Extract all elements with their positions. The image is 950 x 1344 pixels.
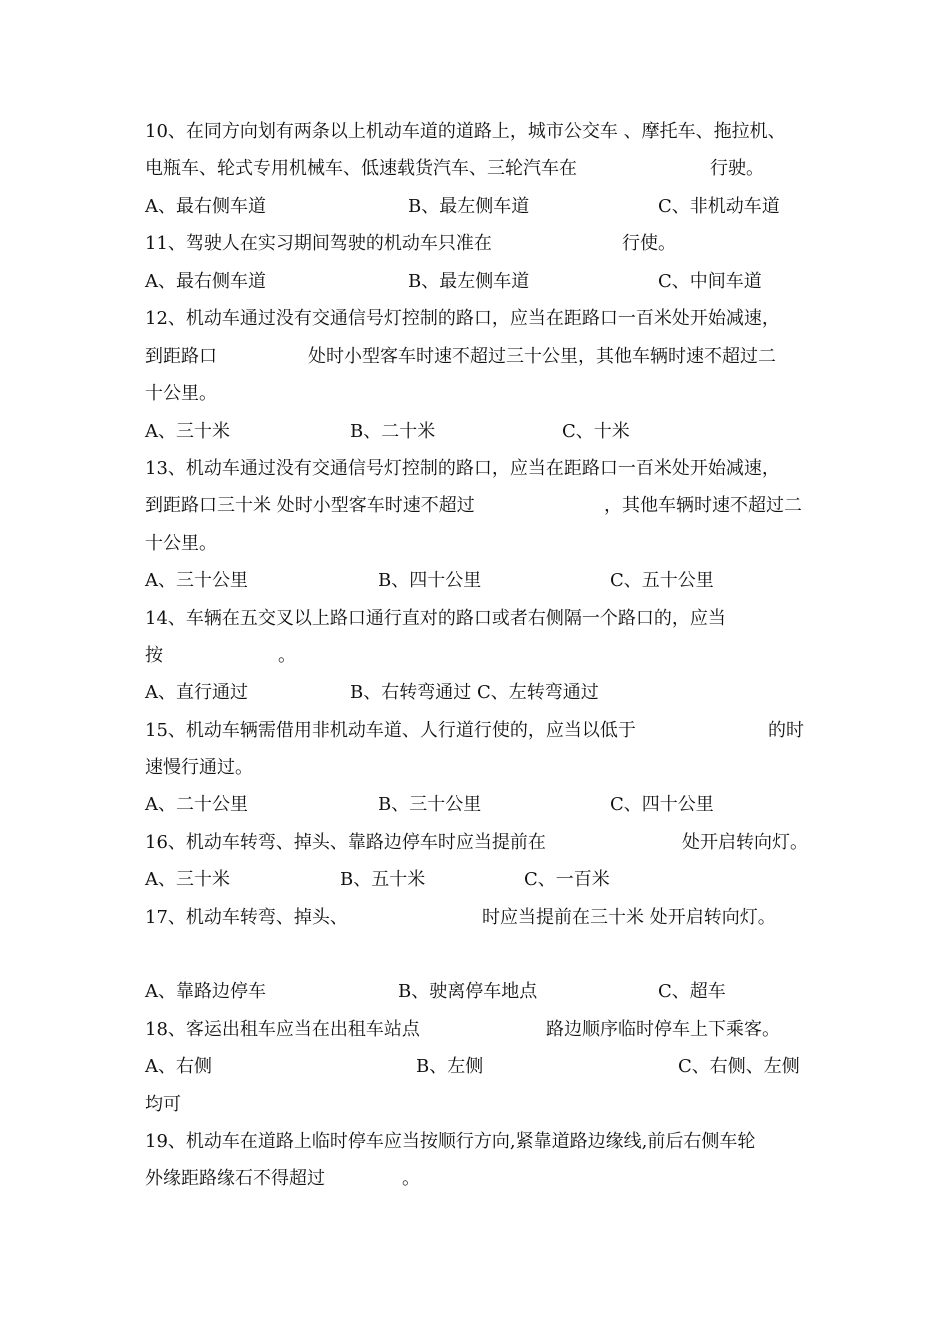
question-13-line-1: 13、机动车通过没有交通信号灯控制的路口，应当在距路口一百米处开始减速， — [145, 458, 780, 479]
question-16-option-a: A、三十米 — [145, 869, 230, 890]
question-10-option-a: A、最右侧车道 — [145, 196, 266, 217]
question-11-option-b: B、最左侧车道 — [408, 271, 530, 292]
question-18-option-c-continued: 均可 — [145, 1094, 181, 1115]
question-18-option-b: B、左侧 — [416, 1056, 484, 1077]
question-16-option-b: B、五十米 — [340, 869, 426, 890]
question-10-line-1: 10、在同方向划有两条以上机动车道的道路上，城市公交车 、摩托车、拖拉机、 — [145, 121, 786, 142]
question-18-option-a: A、右侧 — [145, 1056, 212, 1077]
question-15-line-1: 15、机动车辆需借用非机动车道、人行道行使的，应当以低于 — [145, 720, 636, 741]
question-17-line-1: 17、机动车转弯、掉头、 — [145, 907, 348, 928]
question-19-line-2: 外缘距路缘石不得超过 — [145, 1168, 325, 1189]
question-14-option-c: C、左转弯通过 — [477, 682, 599, 703]
question-17-line-1-tail: 时应当提前在三十米 处开启转向灯。 — [482, 907, 776, 928]
question-10-line-2: 电瓶车、轮式专用机械车、低速载货汽车、三轮汽车在 — [145, 158, 577, 179]
question-13-option-c: C、五十公里 — [610, 570, 714, 591]
question-14-line-1: 14、车辆在五交叉以上路口通行直对的路口或者右侧隔一个路口的，应当 — [145, 608, 726, 629]
question-12-option-a: A、三十米 — [145, 421, 230, 442]
question-16-line-1: 16、机动车转弯、掉头、靠路边停车时应当提前在 — [145, 832, 546, 853]
question-19-line-1: 19、机动车在道路上临时停车应当按顺行方向,紧靠道路边缘线,前后右侧车轮 — [145, 1131, 756, 1152]
question-12-option-c: C、十米 — [562, 421, 630, 442]
question-13-option-a: A、三十公里 — [145, 570, 248, 591]
question-13-line-2-tail: ，其他车辆时速不超过二 — [604, 495, 802, 516]
question-11-option-c: C、中间车道 — [658, 271, 762, 292]
question-11-line-1-tail: 行使。 — [622, 233, 676, 254]
question-13-line-2: 到距路口三十米 处时小型客车时速不超过 — [145, 495, 475, 516]
question-12-line-2-tail: 处时小型客车时速不超过三十公里，其他车辆时速不超过二 — [308, 346, 776, 367]
question-16-option-c: C、一百米 — [524, 869, 610, 890]
question-18-line-1-tail: 路边顺序临时停车上下乘客。 — [546, 1019, 780, 1040]
question-15-option-b: B、三十公里 — [378, 794, 482, 815]
question-12-line-2: 到距路口 — [145, 346, 217, 367]
question-12-line-3: 十公里。 — [145, 383, 217, 404]
question-10-option-c: C、非机动车道 — [658, 196, 780, 217]
question-15-line-2: 速慢行通过。 — [145, 757, 253, 778]
question-12-line-1: 12、机动车通过没有交通信号灯控制的路口，应当在距路口一百米处开始减速， — [145, 308, 780, 329]
question-17-option-b: B、驶离停车地点 — [398, 981, 538, 1002]
question-10-line-2-tail: 行驶。 — [710, 158, 764, 179]
question-17-option-a: A、靠路边停车 — [145, 981, 266, 1002]
question-11-line-1: 11、驾驶人在实习期间驾驶的机动车只准在 — [145, 233, 492, 254]
question-10-option-b: B、最左侧车道 — [408, 196, 530, 217]
question-15-line-1-tail: 的时 — [768, 720, 804, 741]
question-11-option-a: A、最右侧车道 — [145, 271, 266, 292]
question-15-option-a: A、二十公里 — [145, 794, 248, 815]
question-17-option-c: C、超车 — [658, 981, 726, 1002]
question-14-option-a: A、直行通过 — [145, 682, 248, 703]
question-15-option-c: C、四十公里 — [610, 794, 714, 815]
question-16-line-1-tail: 处开启转向灯。 — [682, 832, 808, 853]
question-13-option-b: B、四十公里 — [378, 570, 482, 591]
question-14-option-b: B、右转弯通过 — [350, 682, 472, 703]
question-14-line-2: 按 — [145, 645, 163, 666]
question-19-line-2-tail: 。 — [402, 1168, 420, 1189]
question-18-line-1: 18、客运出租车应当在出租车站点 — [145, 1019, 420, 1040]
question-18-option-c: C、右侧、左侧 — [678, 1056, 800, 1077]
question-12-option-b: B、二十米 — [350, 421, 436, 442]
question-13-line-3: 十公里。 — [145, 533, 217, 554]
question-14-line-2-tail: 。 — [278, 645, 296, 666]
